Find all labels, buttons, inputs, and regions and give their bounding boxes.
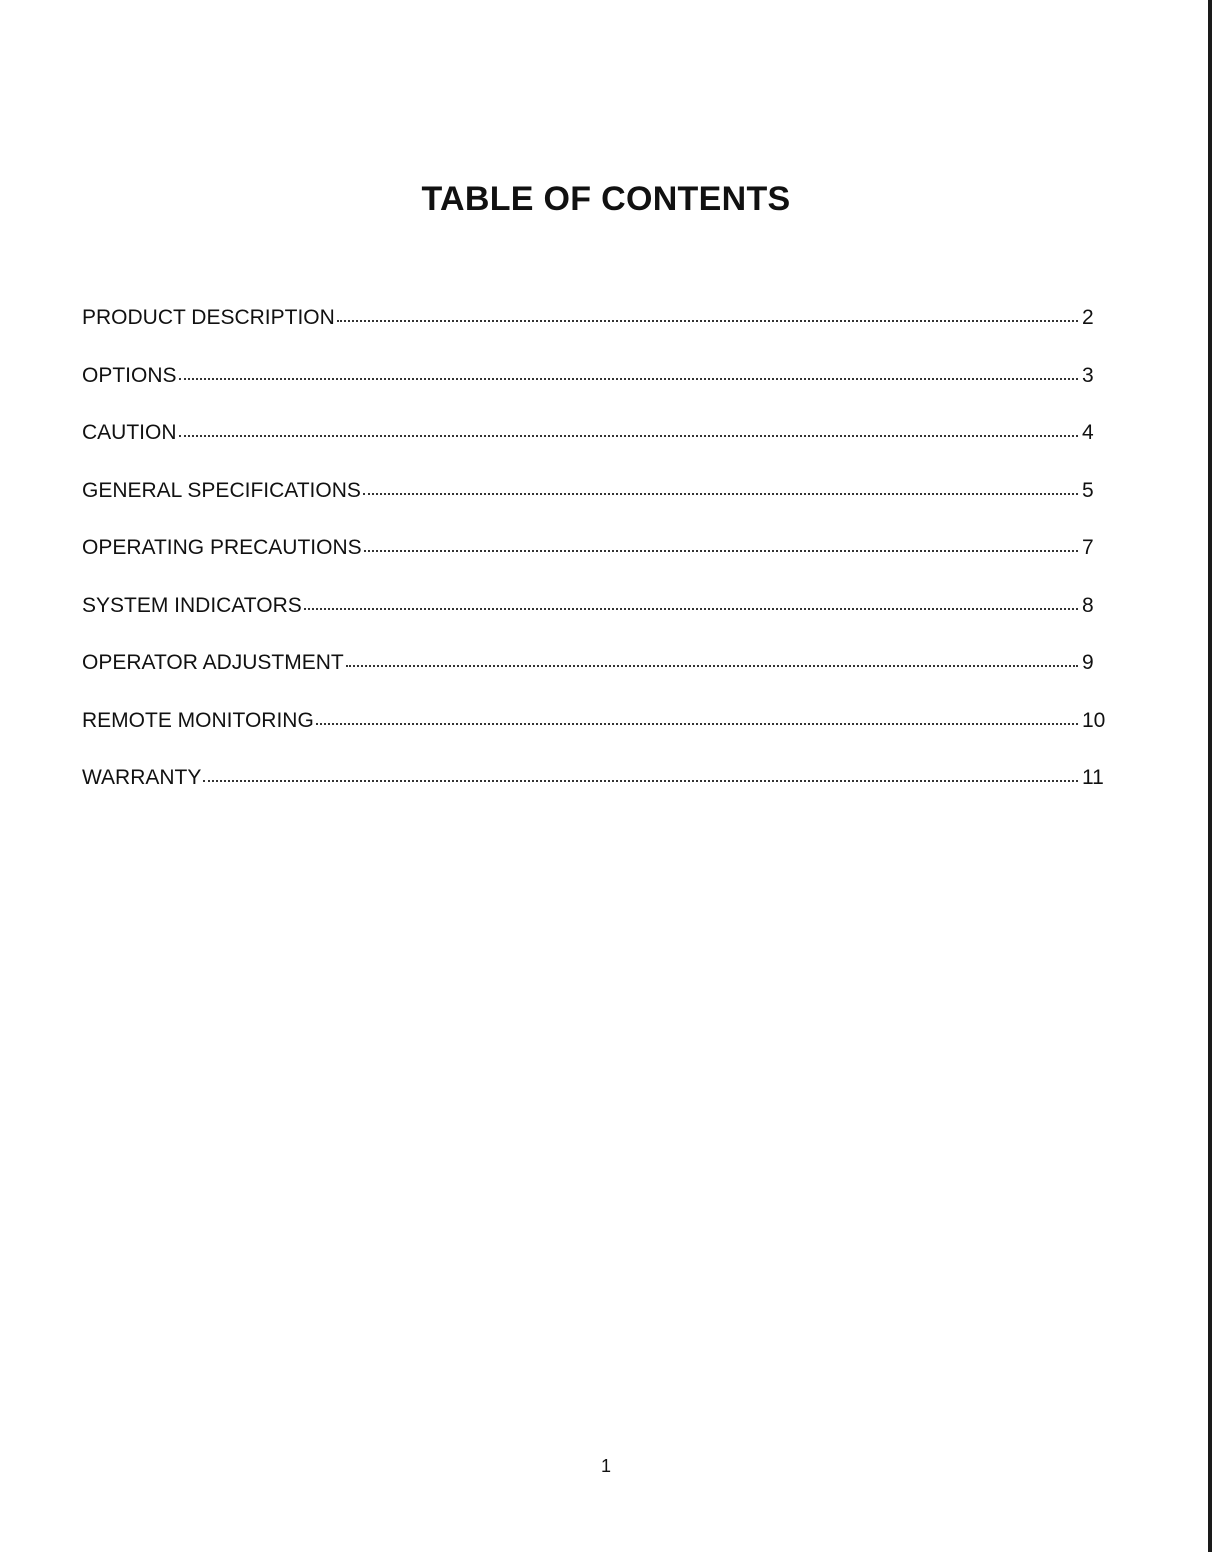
toc-entry-label: OPTIONS (82, 363, 177, 387)
toc-entry-page: 4 (1082, 421, 1094, 444)
toc-entry-page: 11 (1082, 766, 1104, 789)
dot-leader (304, 588, 1078, 612)
page-number: 1 (600, 1456, 611, 1476)
table-of-contents (82, 300, 1112, 818)
toc-entry-label: GENERAL SPECIFICATIONS (82, 478, 361, 502)
toc-entry-label: REMOTE MONITORING (82, 708, 314, 732)
dot-leader (179, 415, 1079, 439)
toc-entry-caution[interactable] (82, 415, 1112, 473)
toc-entry-page: 10 (1082, 708, 1106, 732)
toc-entry-operating-precautions[interactable] (82, 530, 1112, 588)
dot-leader (203, 760, 1078, 784)
toc-entry-options[interactable] (82, 358, 1112, 416)
toc-entry-product-description[interactable] (82, 300, 1112, 358)
dot-leader (346, 645, 1078, 669)
toc-entry-label: OPERATING PRECAUTIONS (82, 536, 362, 559)
dot-leader (363, 473, 1078, 497)
toc-entry-general-specifications[interactable] (82, 473, 1112, 531)
toc-entry-page: 3 (1082, 363, 1094, 387)
toc-entry-warranty[interactable] (82, 760, 1112, 818)
dot-leader (337, 300, 1078, 324)
toc-entry-label: SYSTEM INDICATORS (82, 593, 302, 617)
toc-entry-remote-monitoring[interactable] (82, 703, 1112, 761)
toc-entry-page: 9 (1082, 651, 1094, 674)
dot-leader (364, 530, 1078, 554)
toc-entry-page: 8 (1082, 593, 1094, 617)
toc-entry-operator-adjustment[interactable] (82, 645, 1112, 703)
toc-entry-page: 2 (1082, 306, 1094, 329)
dot-leader (316, 703, 1078, 727)
toc-entry-label: OPERATOR ADJUSTMENT (82, 651, 344, 674)
toc-entry-label: PRODUCT DESCRIPTION (82, 306, 335, 329)
toc-entry-page: 5 (1082, 478, 1094, 502)
page-edge-border (1208, 0, 1212, 1552)
toc-entry-system-indicators[interactable] (82, 588, 1112, 646)
toc-entry-label: CAUTION (82, 421, 177, 444)
toc-entry-page: 7 (1082, 536, 1094, 559)
page-title: TABLE OF CONTENTS (421, 180, 791, 218)
toc-entry-label: WARRANTY (82, 766, 202, 789)
dot-leader (179, 358, 1078, 382)
